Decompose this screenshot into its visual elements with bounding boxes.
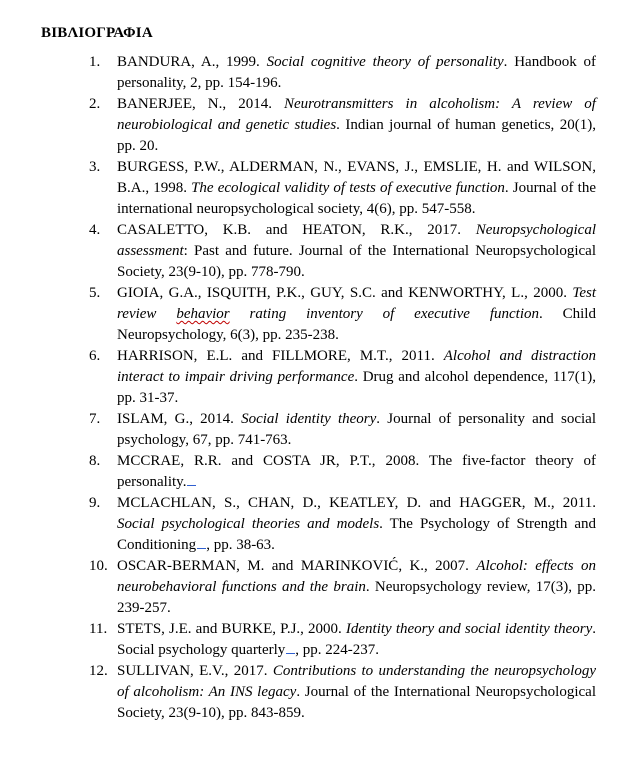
reference-number: 3. (89, 159, 101, 175)
reference-title: Neurotransmitters in alcoholism: A review of neurobiological and genetic studies (117, 96, 596, 133)
reference-number: 1. (89, 54, 101, 70)
reference-text (117, 94, 596, 157)
reference-title: Contributions to understanding the neuropsychology of alcoholism: An INS legacy (117, 663, 596, 700)
reference-title: Neuropsychological assessment (117, 222, 596, 259)
grammar-mark-icon[interactable] (197, 544, 206, 549)
reference-title: Alcohol and distraction interact to impair driving performance (117, 348, 596, 385)
reference-source: . (182, 474, 187, 490)
reference-text (117, 283, 596, 346)
reference-source: . The Psychology of Strength and Conditioning (117, 516, 596, 553)
bibliography-heading: ΒΙΒΛΙΟΓΡΑΦΙΑ (41, 25, 153, 41)
reference-source: . Journal of the international neuropsychological society, 4(6), pp. 547-558. (117, 180, 596, 217)
reference-text (117, 451, 596, 493)
reference-authors: CASALETTO, K.B. and HEATON, R.K., 2017. (117, 222, 476, 238)
reference-title: The ecological validity of tests of executive function (191, 180, 505, 196)
reference-source: . Social psychology quarterly (117, 621, 596, 658)
reference-item (0, 409, 642, 451)
reference-item (0, 619, 642, 661)
reference-text (117, 493, 596, 556)
reference-source: . Drug and alcohol dependence, 117(1), pp. 31-37. (117, 369, 596, 406)
reference-item (0, 283, 642, 346)
reference-source: . Journal of personality and social psychology, 67, pp. 741-763. (117, 411, 596, 448)
reference-number: 8. (89, 453, 101, 469)
reference-item (0, 157, 642, 220)
reference-item (0, 451, 642, 493)
reference-item (0, 52, 642, 94)
reference-authors: BANDURA, A., 1999. (117, 54, 267, 70)
reference-number: 9. (89, 495, 101, 511)
reference-text (117, 52, 596, 94)
reference-text (117, 661, 596, 724)
reference-source: : Past and future. Journal of the International Neuropsychological Society, 23(9-10), pp. 778-790. (117, 243, 596, 280)
reference-source: . Indian journal of human genetics, 20(1), pp. 20. (117, 117, 596, 154)
reference-item (0, 94, 642, 157)
reference-text (117, 346, 596, 409)
reference-source: . Neuropsychology review, 17(3), pp. 239-257. (117, 579, 596, 616)
reference-item (0, 493, 642, 556)
reference-authors: SULLIVAN, E.V., 2017. (117, 663, 273, 679)
reference-source: . Child Neuropsychology, 6(3), pp. 235-238. (117, 306, 596, 343)
reference-title: Social psychological theories and models (117, 516, 380, 532)
reference-authors: STETS, J.E. and BURKE, P.J., 2000. (117, 621, 346, 637)
reference-text (117, 409, 596, 451)
reference-pages: , pp. 38-63. (206, 537, 275, 553)
reference-text (117, 556, 596, 619)
reference-title-end: rating inventory of executive function (229, 306, 539, 322)
reference-authors: ISLAM, G., 2014. (117, 411, 242, 427)
reference-title: Social identity theory (241, 411, 377, 427)
reference-number: 4. (89, 222, 101, 238)
reference-item (0, 220, 642, 283)
reference-pages: , pp. 224-237. (295, 642, 380, 658)
reference-number: 5. (89, 285, 101, 301)
reference-authors: GIOIA, G.A., ISQUITH, P.K., GUY, S.C. and KENWORTHY, L., 2000. (117, 285, 573, 301)
reference-authors: HARRISON, E.L. and FILLMORE, M.T., 2011. (117, 348, 444, 364)
reference-number: 10. (89, 558, 108, 574)
reference-number: 11. (89, 621, 108, 637)
reference-title: Alcohol: effects on neurobehavioral functions and the brain (117, 558, 596, 595)
reference-text (117, 157, 596, 220)
reference-authors: BURGESS, P.W., ALDERMAN, N., EVANS, J., EMSLIE, H. and WILSON, B.A., 1998. (117, 159, 596, 196)
reference-item (0, 346, 642, 409)
reference-authors: OSCAR-BERMAN, M. and MARINKOVIĆ, K., 2007. (117, 558, 477, 574)
reference-number: 7. (89, 411, 101, 427)
reference-text (117, 619, 596, 661)
spellcheck-flagged-word[interactable]: behavior (176, 306, 230, 322)
reference-authors: MCLACHLAN, S., CHAN, D., KEATLEY, D. and HAGGER, M., 2011. (117, 495, 596, 511)
grammar-mark-icon[interactable] (187, 481, 196, 486)
reference-number: 12. (89, 663, 108, 679)
reference-title: Social cognitive theory of personality (266, 54, 504, 70)
reference-source: . Handbook of personality, 2, pp. 154-196. (117, 54, 596, 91)
grammar-mark-icon[interactable] (286, 649, 295, 654)
reference-source: . Journal of the International Neuropsychological Society, 23(9-10), pp. 843-859. (117, 684, 596, 721)
reference-item (0, 661, 642, 724)
reference-list (0, 52, 642, 724)
reference-authors: BANERJEE, N., 2014. (117, 96, 285, 112)
reference-authors: MCCRAE, R.R. and COSTA JR, P.T., 2008. The five-factor theory of personality (117, 453, 596, 490)
reference-item (0, 556, 642, 619)
reference-text (117, 220, 596, 283)
reference-title: Identity theory and social identity theory (345, 621, 593, 637)
reference-number: 2. (89, 96, 101, 112)
reference-number: 6. (89, 348, 101, 364)
reference-title-start: Test review (117, 285, 596, 322)
